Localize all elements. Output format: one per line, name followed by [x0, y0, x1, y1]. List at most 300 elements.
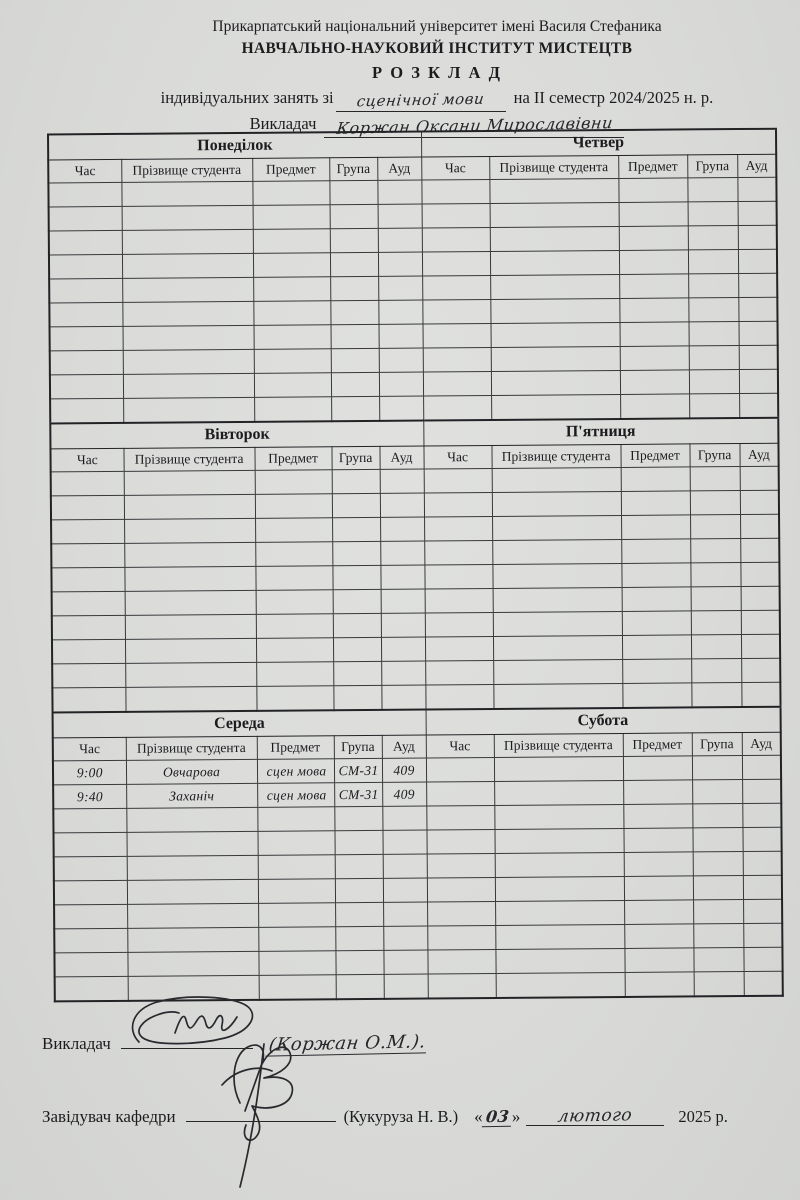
table-cell: [622, 635, 691, 660]
table-cell: [125, 686, 256, 712]
column-header: Група: [689, 444, 739, 467]
table-cell: [379, 348, 423, 372]
cell-student-handwritten: Заханіч: [126, 783, 257, 808]
table-cell: [427, 877, 495, 902]
table-cell: [54, 856, 127, 881]
table-cell: [620, 394, 689, 419]
table-cell: [256, 662, 333, 687]
table-cell: [126, 831, 257, 856]
table-cell: [122, 277, 253, 302]
table-cell: [491, 394, 620, 420]
table-cell: [427, 949, 495, 974]
table-cell: [49, 206, 122, 231]
table-cell: [742, 803, 781, 827]
head-label: Завідувач кафедри: [42, 1107, 176, 1126]
table-cell: [335, 902, 383, 926]
column-header: Предмет: [252, 158, 329, 182]
table-cell: [333, 589, 381, 613]
table-cell: [334, 830, 382, 854]
table-cell: [381, 589, 425, 613]
column-header: Група: [687, 155, 737, 178]
table-cell: [125, 614, 256, 639]
table-cell: [126, 807, 257, 832]
table-cell: [493, 683, 622, 709]
table-cell: [121, 181, 252, 206]
column-header: Предмет: [257, 736, 334, 760]
table-cell: [690, 491, 740, 515]
table-cell: [692, 828, 742, 852]
table-cell: [621, 539, 690, 564]
table-cell: [623, 756, 692, 781]
table-cell: [122, 205, 253, 230]
table-cell: [689, 346, 739, 370]
table-cell: [254, 397, 331, 422]
table-cell: [426, 829, 494, 854]
table-cell: [52, 639, 125, 664]
table-cell: [691, 635, 741, 659]
table-cell: [52, 663, 125, 688]
table-cell: [331, 396, 379, 421]
table-cell: [381, 637, 425, 661]
table-cell: [380, 493, 424, 517]
table-cell: [255, 542, 332, 567]
day-header-right: Четвер: [421, 129, 776, 157]
table-cell: [425, 612, 493, 637]
table-cell: [51, 519, 124, 544]
table-cell: [624, 852, 693, 877]
table-cell: [490, 202, 619, 227]
day-header-left: Понеділок: [48, 132, 421, 160]
table-cell: [331, 324, 379, 348]
table-cell: [254, 325, 331, 350]
table-cell: [691, 587, 741, 611]
cell-group-handwritten: СМ-31: [334, 758, 382, 782]
table-cell: [741, 610, 780, 634]
table-cell: [624, 924, 693, 949]
table-cell: [336, 974, 384, 999]
table-cell: [622, 587, 691, 612]
table-cell: [378, 228, 422, 252]
table-cell: [383, 950, 427, 974]
cell-room-handwritten: 409: [382, 758, 426, 782]
table-cell: [49, 230, 122, 255]
table-cell: [124, 566, 255, 591]
table-cell: [621, 491, 690, 516]
table-cell: [744, 971, 783, 996]
table-cell: [125, 638, 256, 663]
table-cell: [257, 807, 334, 832]
table-cell: [259, 975, 336, 1000]
table-cell: [742, 827, 781, 851]
column-header: Група: [692, 733, 742, 756]
table-cell: [254, 349, 331, 374]
table-cell: [127, 903, 258, 928]
table-cell: [122, 229, 253, 254]
table-cell: [621, 467, 690, 492]
table-cell: [380, 517, 424, 541]
table-cell: [495, 876, 624, 901]
column-header: Час: [426, 734, 494, 758]
table-cell: [741, 658, 780, 682]
table-cell: [493, 587, 622, 612]
table-cell: [490, 226, 619, 251]
document-header: [88, 16, 786, 138]
table-cell: [256, 638, 333, 663]
table-cell: [743, 947, 782, 971]
table-cell: [690, 515, 740, 539]
table-cell: [743, 851, 782, 875]
table-cell: [122, 253, 253, 278]
table-cell: [492, 467, 621, 492]
table-cell: [492, 539, 621, 564]
table-cell: [688, 298, 738, 322]
table-cell: [123, 373, 254, 398]
table-cell: [489, 178, 618, 203]
table-cell: [256, 686, 333, 711]
table-cell: [382, 830, 426, 854]
table-cell: [383, 854, 427, 878]
table-cell: [426, 805, 494, 830]
table-cell: [493, 611, 622, 636]
table-cell: [332, 565, 380, 589]
column-header: Прізвище студента: [494, 733, 623, 757]
table-cell: [743, 923, 782, 947]
date-day-part: [474, 1107, 520, 1126]
table-cell: [128, 975, 259, 1001]
table-cell: [253, 253, 330, 278]
table-cell: [124, 542, 255, 567]
table-cell: [619, 226, 688, 251]
table-cell: [425, 588, 493, 613]
institute-name: НАВЧАЛЬНО-НАУКОВИЙ ІНСТИТУТ МИСТЕЦТВ: [241, 40, 633, 57]
table-cell: [622, 611, 691, 636]
table-cell: [743, 875, 782, 899]
table-cell: [423, 347, 491, 372]
table-cell: [742, 755, 781, 779]
table-cell: [742, 779, 781, 803]
table-cell: [622, 659, 691, 684]
column-header: Час: [423, 445, 491, 469]
table-cell: [124, 518, 255, 543]
table-cell: [739, 321, 778, 345]
table-cell: [423, 395, 491, 420]
head-name-printed: (Кукуруза Н. В.): [343, 1107, 459, 1126]
table-cell: [127, 927, 258, 952]
table-cell: [694, 972, 744, 997]
table-cell: [382, 806, 426, 830]
column-header: Прізвище студента: [123, 447, 254, 471]
table-cell: [255, 566, 332, 591]
day-header-right: Субота: [426, 707, 781, 735]
table-cell: [621, 563, 690, 588]
table-cell: [692, 780, 742, 804]
table-cell: [618, 178, 687, 203]
table-cell: [329, 180, 377, 204]
table-cell: [493, 659, 622, 684]
table-cell: [55, 976, 128, 1001]
table-cell: [381, 661, 425, 685]
column-header: Група: [329, 157, 377, 180]
table-cell: [424, 468, 492, 493]
table-cell: [122, 301, 253, 326]
table-cell: [623, 780, 692, 805]
department-head-row: [42, 1103, 728, 1127]
table-cell: [253, 277, 330, 302]
table-cell: [492, 491, 621, 516]
table-cell: [123, 397, 254, 423]
column-header: Предмет: [618, 155, 687, 179]
cell-student-handwritten: Овчарова: [126, 759, 257, 784]
table-cell: [620, 322, 689, 347]
table-cell: [255, 470, 332, 495]
table-cell: [492, 563, 621, 588]
table-cell: [424, 540, 492, 565]
column-header: Час: [53, 737, 126, 761]
table-cell: [428, 973, 496, 998]
subtitle-suffix: на ІІ семестр 2024/2025 н. р.: [513, 88, 714, 107]
table-cell: [740, 538, 779, 562]
table-cell: [254, 373, 331, 398]
column-header: Прізвище студента: [489, 155, 618, 179]
table-cell: [426, 781, 494, 806]
table-cell: [258, 927, 335, 952]
table-cell: [335, 854, 383, 878]
schedule-table: [47, 128, 784, 1003]
table-cell: [127, 951, 258, 976]
cell-subject-handwritten: сцен мова: [257, 783, 334, 808]
university-name: Прикарпатський національний університет імені Василя Стефаника: [212, 18, 662, 35]
table-cell: [333, 637, 381, 661]
column-header: Ауд: [739, 443, 778, 466]
table-cell: [258, 879, 335, 904]
table-cell: [495, 852, 624, 877]
table-cell: [693, 852, 743, 876]
table-cell: [331, 372, 379, 396]
table-cell: [741, 682, 780, 707]
table-cell: [424, 516, 492, 541]
table-cell: [738, 249, 777, 273]
table-cell: [738, 273, 777, 297]
table-cell: [335, 878, 383, 902]
table-cell: [687, 178, 737, 202]
table-cell: [52, 687, 125, 712]
column-header: Предмет: [620, 444, 689, 468]
day-header-right: П'ятниця: [423, 418, 778, 446]
table-cell: [125, 590, 256, 615]
table-cell: [378, 276, 422, 300]
table-cell: [494, 756, 623, 781]
table-cell: [54, 952, 127, 977]
table-cell: [738, 225, 777, 249]
table-cell: [383, 878, 427, 902]
table-cell: [51, 471, 124, 496]
column-header: Ауд: [382, 735, 426, 758]
document-title: Р О З К Л А Д: [372, 63, 502, 82]
table-cell: [688, 250, 738, 274]
table-cell: [495, 948, 624, 973]
table-cell: [427, 853, 495, 878]
head-signature-line: [186, 1103, 336, 1122]
table-cell: [740, 490, 779, 514]
table-cell: [693, 876, 743, 900]
table-cell: [493, 635, 622, 660]
table-cell: [619, 298, 688, 323]
table-cell: [620, 346, 689, 371]
table-cell: [619, 274, 688, 299]
footer-teacher-label: Викладач: [42, 1034, 111, 1053]
table-cell: [422, 227, 490, 252]
table-cell: [384, 974, 428, 999]
table-cell: [332, 517, 380, 541]
cell-time-handwritten: 9:00: [53, 760, 126, 785]
table-cell: [258, 951, 335, 976]
table-cell: [426, 757, 494, 782]
table-cell: [51, 543, 124, 568]
table-cell: [491, 322, 620, 347]
column-header: Час: [421, 156, 489, 180]
table-cell: [620, 370, 689, 395]
department-head-signature-scribble: [200, 1039, 320, 1189]
table-cell: [124, 470, 255, 495]
cell-room-handwritten: 409: [382, 782, 426, 806]
subtitle-prefix: індивідуальних занять зі: [160, 88, 334, 107]
table-cell: [258, 903, 335, 928]
teacher-signature-name: (Коржан О.М.).: [265, 1031, 429, 1056]
column-header: Час: [50, 448, 123, 472]
subject-blank-line: [336, 86, 506, 112]
table-cell: [332, 469, 380, 493]
table-cell: [50, 350, 123, 375]
table-cell: [739, 369, 778, 393]
column-header: Предмет: [254, 447, 331, 471]
table-cell: [689, 370, 739, 394]
table-cell: [253, 301, 330, 326]
table-cell: [49, 278, 122, 303]
table-cell: [690, 539, 740, 563]
table-cell: [50, 398, 123, 423]
column-header: Група: [331, 446, 379, 469]
table-cell: [378, 204, 422, 228]
table-cell: [124, 494, 255, 519]
table-cell: [50, 374, 123, 399]
table-cell: [738, 297, 777, 321]
table-cell: [490, 250, 619, 275]
table-cell: [332, 493, 380, 517]
table-cell: [625, 972, 694, 997]
table-cell: [123, 349, 254, 374]
month-blank-line: [526, 1107, 664, 1126]
column-header: Ауд: [377, 157, 421, 180]
table-cell: [425, 684, 493, 709]
table-cell: [53, 808, 126, 833]
table-cell: [692, 756, 742, 780]
table-cell: [330, 252, 378, 276]
table-cell: [690, 467, 740, 491]
column-header: Ауд: [742, 732, 781, 755]
table-cell: [50, 326, 123, 351]
table-cell: [688, 274, 738, 298]
table-cell: [427, 925, 495, 950]
table-cell: [619, 250, 688, 275]
table-cell: [125, 662, 256, 687]
column-header: Група: [334, 735, 382, 758]
table-cell: [49, 254, 122, 279]
table-cell: [333, 685, 381, 710]
table-cell: [380, 469, 424, 493]
table-cell: [52, 591, 125, 616]
table-cell: [379, 396, 423, 421]
table-cell: [691, 611, 741, 635]
table-cell: [622, 683, 691, 708]
table-cell: [378, 300, 422, 324]
table-cell: [54, 880, 127, 905]
column-header: Прізвище студента: [126, 736, 257, 760]
table-cell: [330, 276, 378, 300]
teacher-signature-line: [121, 1030, 253, 1049]
table-cell: [624, 876, 693, 901]
table-cell: [256, 590, 333, 615]
handwritten-month: лютого: [557, 1105, 634, 1127]
table-cell: [330, 228, 378, 252]
table-cell: [740, 562, 779, 586]
table-cell: [423, 371, 491, 396]
table-cell: [624, 900, 693, 925]
table-cell: [692, 804, 742, 828]
table-cell: [51, 495, 124, 520]
cell-time-handwritten: 9:40: [53, 784, 126, 809]
table-cell: [379, 324, 423, 348]
table-cell: [619, 202, 688, 227]
table-cell: [741, 586, 780, 610]
table-cell: [495, 924, 624, 949]
table-cell: [743, 899, 782, 923]
table-cell: [422, 251, 490, 276]
table-cell: [335, 950, 383, 974]
table-cell: [689, 394, 739, 419]
column-header: Прізвище студента: [121, 158, 252, 182]
table-cell: [253, 229, 330, 254]
table-cell: [383, 926, 427, 950]
column-header: Час: [48, 159, 121, 183]
table-cell: [688, 226, 738, 250]
table-cell: [623, 828, 692, 853]
column-header: Ауд: [379, 446, 423, 469]
table-cell: [424, 492, 492, 517]
table-cell: [490, 274, 619, 299]
cell-group-handwritten: СМ-31: [334, 782, 382, 806]
table-cell: [330, 300, 378, 324]
table-cell: [740, 466, 779, 490]
table-cell: [255, 518, 332, 543]
table-cell: [737, 177, 776, 201]
table-cell: [423, 323, 491, 348]
table-cell: [425, 660, 493, 685]
table-cell: [690, 563, 740, 587]
table-cell: [252, 181, 329, 206]
table-cell: [127, 855, 258, 880]
table-cell: [330, 204, 378, 228]
table-cell: [381, 685, 425, 710]
table-cell: [127, 879, 258, 904]
table-cell: [693, 900, 743, 924]
table-cell: [494, 804, 623, 829]
table-cell: [377, 180, 421, 204]
table-cell: [624, 948, 693, 973]
table-cell: [688, 202, 738, 226]
table-cell: [739, 393, 778, 418]
table-cell: [378, 252, 422, 276]
table-cell: [380, 565, 424, 589]
